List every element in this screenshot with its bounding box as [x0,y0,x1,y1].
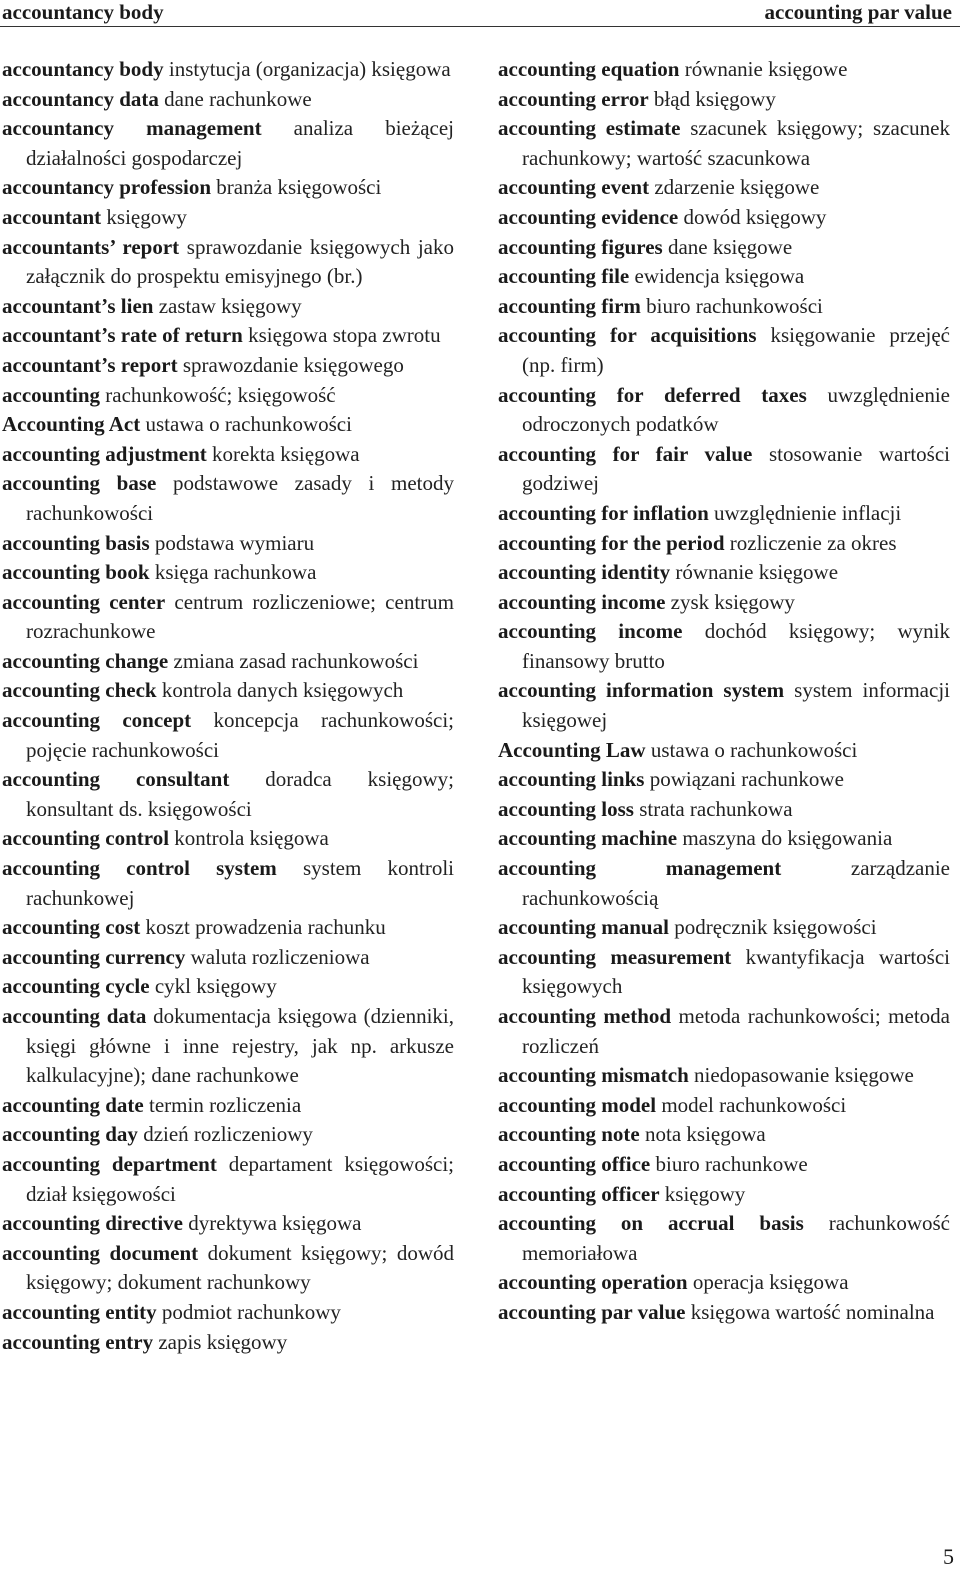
entry-translation: zmiana zasad rachunkowości [168,648,419,673]
entry-translation: biuro rachunkowości [640,293,823,318]
entry-translation: centrum rozliczeniowe; centrum rozrachunkowe [26,589,454,644]
entry-translation: rachunkowość; księgowość [100,382,336,407]
entry-translation: model rachunkowości [656,1092,847,1117]
entry-headword: accounting management [498,856,782,881]
dictionary-entry [498,1298,950,1328]
entry-translation: dane rachunkowe [158,86,312,111]
entry-translation: zapis księgowy [153,1329,288,1354]
entry-headword: accounting model [498,1092,657,1117]
entry-translation: księgowy [659,1181,746,1206]
entry-headword: accounting information system [498,678,785,703]
dictionary-entry [498,381,950,440]
entry-headword: accountant’s rate of return [2,323,243,348]
entry-headword: Accounting Law [498,737,646,762]
entry-headword: accounting links [498,767,645,792]
entry-headword: accounting operation [498,1270,688,1295]
entry-headword: accounting equation [498,57,680,81]
entry-translation: zysk księgowy [665,589,795,614]
dictionary-entry [498,765,950,795]
dictionary-entry [498,913,950,943]
entry-headword: accounting error [498,86,649,111]
entry-translation: termin rozliczenia [143,1092,302,1117]
dictionary-entry [2,676,454,706]
entry-headword: accountancy body [2,57,164,81]
dictionary-entry [2,943,454,973]
entry-translation: ustawa o rachunkowości [140,412,352,437]
dictionary-entry [2,706,454,765]
entry-translation: zastaw księgowy [153,293,302,318]
entry-translation: dokument księgowy; dowód księgowy; dokument rachunkowy [26,1240,454,1295]
entry-translation: dyrektywa księgowa [183,1211,362,1236]
entry-headword: accounting measurement [498,944,732,969]
entry-headword: accounting office [498,1151,651,1176]
dictionary-entry [2,972,454,1002]
entry-headword: accounting currency [2,944,186,969]
entry-translation: rozliczenie za okres [724,530,897,555]
dictionary-entry [2,647,454,677]
dictionary-entry [2,1150,454,1209]
entry-headword: accounting book [2,560,150,585]
dictionary-entry [2,469,454,528]
running-head-first-entry: accountancy body [2,0,164,24]
dictionary-entry [2,1209,454,1239]
entry-translation: szacunek księgowy; szacunek rachunkowy; wartość szacunkowa [522,116,950,170]
dictionary-entry [498,529,950,559]
entry-translation: sprawozdanie księgowych jako załącznik do prospektu emisyjnego (br.) [26,234,454,289]
dictionary-entry [2,558,454,588]
dictionary-entry [2,1091,454,1121]
entry-headword: accounting department [2,1151,217,1176]
entry-headword: accounting firm [498,293,641,318]
entry-headword: accountancy data [2,86,159,111]
dictionary-entry [498,321,950,380]
entry-translation: powiązani rachunkowe [644,767,844,792]
dictionary-entry [498,795,950,825]
entry-translation: dokumentacja księgowa (dzienniki, księgi główne i inne rejestry, jak np. arkusze kalkulacyjne); dane rachunkowe [26,1004,454,1088]
dictionary-entry [2,351,454,381]
entry-headword: accountant [2,204,102,229]
entry-headword: accounting note [498,1122,640,1147]
entry-translation: błąd księgowy [648,86,776,111]
dictionary-column-right [498,55,950,1328]
dictionary-entry [2,292,454,322]
entry-translation: podmiot rachunkowy [156,1299,341,1324]
entry-translation: dochód księgowy; wynik finansowy brutto [522,619,950,673]
entry-translation: podstawa wymiaru [149,530,315,555]
dictionary-entry [2,410,454,440]
dictionary-entry [498,1002,950,1061]
dictionary-entry [2,233,454,292]
entry-translation: księgowa stopa zwrotu [242,323,441,348]
entry-headword: accounting income [498,589,666,614]
dictionary-entry [498,676,950,735]
entry-translation: dzień rozliczeniowy [137,1122,313,1147]
entry-headword: accountants’ report [2,234,180,259]
entry-headword: accounting control [2,826,170,851]
entry-translation: księgowy [101,204,187,229]
entry-headword: accounting manual [498,915,669,940]
entry-translation: ewidencja księgowa [629,264,805,289]
entry-headword: accounting par value [498,1299,686,1324]
dictionary-entry [2,854,454,913]
dictionary-entry [498,824,950,854]
entry-translation: sprawozdanie księgowego [177,352,404,377]
dictionary-entry [498,736,950,766]
dictionary-entry [2,765,454,824]
entry-translation: ustawa o rachunkowości [645,737,858,762]
dictionary-entry [2,824,454,854]
entry-headword: accounting entity [2,1299,157,1324]
dictionary-entry [498,617,950,676]
entry-headword: accounting method [498,1004,672,1028]
entry-headword: accountant’s report [2,352,178,377]
entry-headword: accountant’s lien [2,293,154,318]
entry-translation: rachunkowość memoriałowa [522,1211,950,1265]
page-number: 5 [943,1544,954,1569]
entry-headword: accounting loss [498,796,634,821]
entry-translation: niedopasowanie księgowe [688,1063,914,1088]
entry-headword: accounting identity [498,560,671,585]
dictionary-entry [2,1328,454,1358]
dictionary-entry [2,203,454,233]
entry-headword: accountancy management [2,116,262,141]
entry-translation: doradca księgowy; konsultant ds. księgowości [26,767,454,821]
entry-translation: dowód księgowy [678,204,827,229]
entry-translation: kontrola danych księgowych [156,678,404,703]
running-head [0,0,960,27]
entry-headword: accounting income [498,619,683,644]
entry-headword: accounting center [2,589,166,614]
entry-translation: nota księgowa [639,1122,766,1147]
entry-headword: accounting concept [2,708,192,733]
entry-headword: accounting basis [2,530,150,555]
dictionary-entry [498,233,950,263]
entry-translation: równanie księgowe [679,57,848,81]
dictionary-entry [498,1268,950,1298]
entry-translation: branża księgowości [211,175,382,200]
entry-headword: accounting officer [498,1181,660,1206]
dictionary-entry [2,1120,454,1150]
dictionary-entry [2,1239,454,1298]
dictionary-entry [2,173,454,203]
dictionary-entry [498,1061,950,1091]
entry-headword: accounting for acquisitions [498,323,757,348]
dictionary-entry [498,943,950,1002]
entry-translation: księgowa wartość nominalna [685,1299,935,1324]
entry-headword: accounting adjustment [2,441,207,466]
entry-headword: accounting machine [498,826,678,851]
entry-headword: accounting event [498,175,650,200]
dictionary-entry [498,173,950,203]
entry-translation: podstawowe zasady i metody rachunkowości [26,471,454,525]
dictionary-entry [2,114,454,173]
dictionary-entry [2,913,454,943]
entry-translation: maszyna do księgowania [677,826,893,851]
entry-translation: uwzględnienie inflacji [708,500,902,525]
entry-headword: accounting mismatch [498,1063,689,1088]
dictionary-entry [498,440,950,499]
dictionary-entry [498,262,950,292]
entry-translation: księgowanie przejęć (np. firm) [522,323,950,377]
entry-headword: accounting date [2,1092,144,1117]
entry-translation: waluta rozliczeniowa [185,944,370,969]
entry-translation: system informacji księgowej [522,678,950,733]
dictionary-entry [498,55,950,85]
entry-translation: koncepcja rachunkowości; pojęcie rachunkowości [26,708,454,762]
entry-translation: strata rachunkowa [633,796,793,821]
entry-translation: system kontroli rachunkowej [26,856,454,910]
entry-headword: accountancy profession [2,175,212,200]
dictionary-entry [498,1150,950,1180]
dictionary-entry [498,203,950,233]
entry-headword: accounting control system [2,856,277,881]
dictionary-column-left [2,55,454,1357]
dictionary-entry [498,1209,950,1268]
entry-headword: accounting change [2,648,169,673]
dictionary-entry [498,854,950,913]
dictionary-entry [498,558,950,588]
entry-headword: accounting estimate [498,116,681,141]
entry-translation: analiza bieżącej działalności gospodarczej [26,116,454,170]
entry-headword: accounting file [498,264,630,289]
entry-translation: metoda rachunkowości; metoda rozliczeń [522,1004,950,1058]
entry-translation: koszt prowadzenia rachunku [140,915,386,940]
dictionary-entry [498,114,950,173]
entry-headword: accounting figures [498,234,663,259]
entry-headword: accounting for fair value [498,441,753,466]
entry-translation: księga rachunkowa [149,560,317,585]
entry-headword: accounting on accrual basis [498,1211,804,1236]
entry-translation: operacja księgowa [687,1270,849,1295]
dictionary-entry [2,440,454,470]
dictionary-entry [498,1180,950,1210]
dictionary-entry [498,85,950,115]
dictionary-entry [2,1002,454,1091]
dictionary-entry [498,499,950,529]
dictionary-entry [498,1120,950,1150]
entry-headword: accounting for inflation [498,500,709,525]
entry-headword: accounting base [2,471,157,496]
entry-headword: accounting consultant [2,767,230,792]
entry-translation: instytucja (organizacja) księgowa [163,57,451,81]
entry-headword: accounting for the period [498,530,725,555]
dictionary-entry [498,1091,950,1121]
entry-translation: zdarzenie księgowe [649,175,820,200]
entry-headword: accounting cost [2,915,141,940]
entry-translation: uwzględnienie odroczonych podatków [522,382,950,437]
entry-translation: korekta księgowa [206,441,360,466]
entry-headword: accounting entry [2,1329,154,1354]
entry-translation: równanie księgowe [670,560,839,585]
entry-translation: cykl księgowy [149,974,277,999]
entry-headword: accounting document [2,1240,199,1265]
entry-translation: departament księgowości; dział księgowości [26,1151,454,1206]
entry-headword: accounting check [2,678,157,703]
entry-headword: accounting cycle [2,974,150,999]
entry-translation: dane księgowe [662,234,793,259]
dictionary-entry [2,321,454,351]
dictionary-entry [2,85,454,115]
entry-headword: Accounting Act [2,412,141,437]
entry-translation: kwantyfikacja wartości księgowych [522,944,950,999]
entry-headword: accounting evidence [498,204,679,229]
dictionary-entry [2,588,454,647]
dictionary-entry [2,529,454,559]
entry-headword: accounting for deferred taxes [498,382,807,407]
dictionary-entry [498,292,950,322]
entry-translation: stosowanie wartości godziwej [522,441,950,496]
dictionary-entry [2,381,454,411]
dictionary-entry [2,1298,454,1328]
entry-headword: accounting [2,382,101,407]
entry-translation: zarządzanie rachunkowością [522,856,950,910]
running-head-last-entry: accounting par value [764,0,952,24]
entry-translation: kontrola księgowa [169,826,329,851]
dictionary-entry [498,588,950,618]
entry-headword: accounting day [2,1122,138,1147]
entry-headword: accounting data [2,1004,147,1028]
dictionary-entry [2,55,454,85]
entry-headword: accounting directive [2,1211,184,1236]
entry-translation: biuro rachunkowe [650,1151,808,1176]
entry-translation: podręcznik księgowości [668,915,877,940]
